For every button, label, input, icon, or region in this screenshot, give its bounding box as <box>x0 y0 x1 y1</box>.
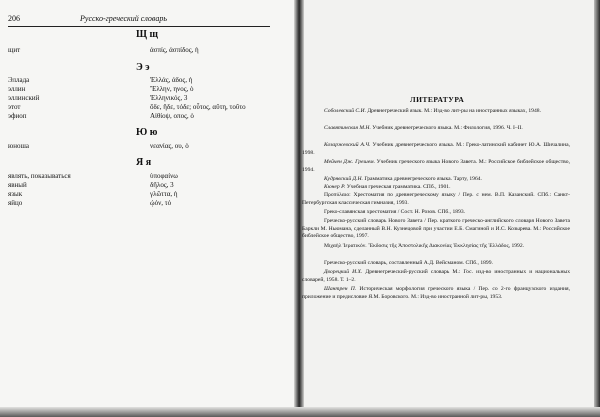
entry-ru: юноша <box>8 142 29 150</box>
reference-item: Дворецкий И.Х. Древнегреческий-русский словарь М.: Гос. изд-во иностранных и национальных словарей, 1958. Т. 1–2. <box>302 269 570 283</box>
entry-ru: эллинский <box>8 94 40 102</box>
reference-item: Греко-славянская хрестоматия / Сост. Н. Розов. СПб., 1893. <box>324 209 466 215</box>
entry-gr: ὑποφαίνω <box>150 172 178 180</box>
entry-ru: язык <box>8 190 23 198</box>
entry-gr: ἀσπίς, ἀσπίδος, ἡ <box>150 46 199 54</box>
entry-ru: яйцо <box>8 199 23 207</box>
reference-item: Кудрявский Д.Н. Грамматика древнегреческого языка. Тарту, 1964. <box>324 176 482 182</box>
reference-item: Греческо-русский словарь Нового Завета / Пер. краткого греческо-английского словаря Нового Завета Баркли М. Ньюмана, сделанный В.Н. Кузнецовой при участии Е.Б. Смагиной и И.С. Козырева. М.: Российское библейское общество, 1997. <box>302 218 570 240</box>
reference-item: Соболевский С.И. Древнегреческий язык. М.: Изд-во лит-ры на иностранных языках, 1948. <box>324 108 541 114</box>
section-letter-ya: Я я <box>136 157 152 168</box>
reference-item: Козаржевский А.Ч. Учебник древнегреческого языка. М.: Греко-латинский кабинет Ю.А. Шичалина, 1998. <box>302 142 570 156</box>
entry-ru: Эллада <box>8 76 30 84</box>
entry-gr: ᾠόν, τό <box>150 199 172 207</box>
page-number: 206 <box>8 14 20 23</box>
section-letter-e: Э э <box>136 62 150 73</box>
reference-item: Славятинская М.Н. Учебник древнегреческого языка. М.: Филология, 1996. Ч. I–II. <box>324 125 523 131</box>
bottom-edge-shadow <box>0 407 600 417</box>
entry-ru: щит <box>8 46 21 54</box>
reference-item: Мейчен Дж. Грешем. Учебник греческого языка Нового Завета. М.: Российское библейское общество, 1994. <box>302 159 570 173</box>
entry-ru: являть, показываться <box>8 172 71 180</box>
reference-item: Греческо-русский словарь, составленный А.Д. Вейсманом. СПб., 1899. <box>324 260 493 266</box>
entry-gr: δῆλος, 3 <box>150 181 174 189</box>
entry-gr: ὅδε, ἥδε, τόδε; οὗτος, αὕτη, τοῦτο <box>150 103 246 111</box>
section-letter-yu: Ю ю <box>136 127 158 138</box>
entry-gr: Αἰθίοψ, οπος, ὁ <box>150 112 194 120</box>
reference-item: Шантрен П. Историческая морфология греческого языка / Пер. со 2-го французского издания, приложение и предисловие Я.М. Боровского. М.: Изд-во иностранной лит-ры, 1953. <box>302 286 570 300</box>
section-letter-shch: Щ щ <box>136 29 158 40</box>
entry-ru: эфиоп <box>8 112 27 120</box>
entry-gr: γλῶττα, ἡ <box>150 190 178 198</box>
left-page <box>0 0 296 417</box>
entry-ru: явный <box>8 181 27 189</box>
reference-item: Προπύλαιο: Хрестоматия по древнегреческому языку / Пер. с нем. В.П. Казанский. СПб.: Санкт-Петербургская классическая гимназия, 1993. <box>302 192 570 206</box>
reference-item: Μιχαὴλ Ἰερατικόν. Ἔκδοσις τῆς Ἀποστολικῆς Διακονίας Ἐκκλησίας τῆς Ἑλλάδος, 1992. <box>324 243 525 249</box>
entry-gr: Ἑλλάς, άδος, ἡ <box>150 76 193 84</box>
entry-gr: Ἑλληνικός, 3 <box>150 94 188 102</box>
bibliography-title: ЛИТЕРАТУРА <box>410 95 465 104</box>
running-title: Русско-греческий словарь <box>80 14 167 23</box>
page-edge-shadow <box>594 0 600 417</box>
entry-gr: Ἕλλην, ηνος, ὁ <box>150 85 194 93</box>
reference-item: Кюнер Р. Учебная греческая грамматика. СПб., 1901. <box>324 184 451 190</box>
running-head <box>8 14 270 27</box>
entry-ru: этот <box>8 103 21 111</box>
entry-gr: νεανίας, ου, ὁ <box>150 142 189 150</box>
entry-ru: эллин <box>8 85 26 93</box>
